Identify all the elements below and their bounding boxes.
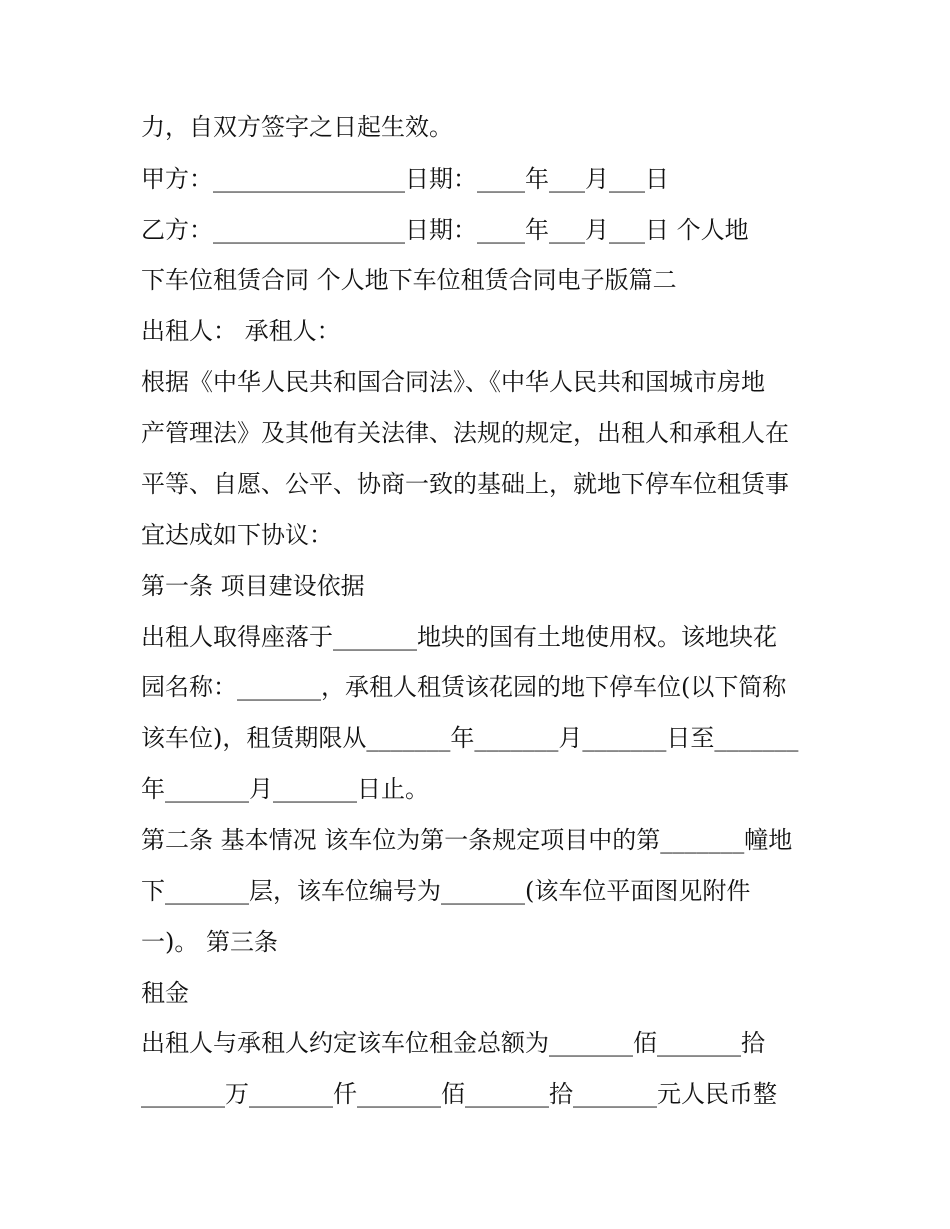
text-line: 根据《中华人民共和国合同法》、《中华人民共和国城市房地 bbox=[141, 368, 765, 396]
text-line: 年_______月_______日止。 bbox=[141, 775, 429, 803]
text-line: _______万_______仟_______佰_______拾_______元人民币整 bbox=[141, 1080, 777, 1108]
text-line: 该车位)，租赁期限从_______年_______月_______日至_______ bbox=[141, 724, 799, 752]
text-line: 第二条 基本情况 该车位为第一条规定项目中的第_______幢地 bbox=[141, 826, 793, 854]
text-line: 园名称：_______，承租人租赁该花园的地下停车位(以下简称 bbox=[141, 673, 787, 701]
text-line: 租金 bbox=[141, 979, 189, 1007]
text-line: 平等、自愿、公平、协商一致的基础上，就地下停车位租赁事 bbox=[141, 470, 789, 498]
text-line: 乙方：________________日期：____年___月___日 个人地 bbox=[141, 216, 749, 244]
text-line: 出租人与承租人约定该车位租金总额为_______佰_______拾 bbox=[141, 1029, 765, 1057]
text-line: 出租人： 承租人： bbox=[141, 317, 341, 345]
text-line: 甲方：________________日期：____年___月___日 bbox=[141, 165, 669, 193]
text-line: 力，自双方签字之日起生效。 bbox=[141, 113, 453, 141]
text-line: 一)。 第三条 bbox=[141, 928, 278, 956]
text-line: 宜达成如下协议： bbox=[141, 521, 333, 549]
text-line: 第一条 项目建设依据 bbox=[141, 572, 365, 600]
text-line: 出租人取得座落于_______地块的国有土地使用权。该地块花 bbox=[141, 623, 777, 651]
text-line: 下车位租赁合同 个人地下车位租赁合同电子版篇二 bbox=[141, 266, 677, 294]
text-line: 下_______层，该车位编号为_______(该车位平面图见附件 bbox=[141, 877, 751, 905]
text-line: 产管理法》及其他有关法律、法规的规定，出租人和承租人在 bbox=[141, 419, 789, 447]
